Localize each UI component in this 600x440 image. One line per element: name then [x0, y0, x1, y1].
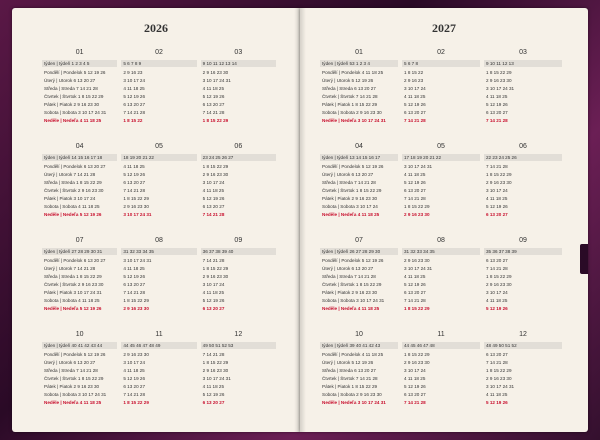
day-row: 5 12 19 26 — [486, 204, 508, 209]
day-row: Pátek | Piatok 2 9 16 23 30 — [322, 290, 378, 295]
day-row: Pátek | Piatok 2 9 16 23 30 — [44, 384, 100, 389]
day-row: 6 13 20 27 — [123, 102, 146, 107]
month-block — [402, 142, 480, 236]
month-block — [42, 48, 117, 142]
month-name: 03 — [519, 49, 527, 56]
sunday-row: 5 12 19 26 — [486, 400, 508, 405]
month-block — [402, 330, 480, 424]
day-row: 5 12 19 26 — [202, 298, 225, 303]
right-page[interactable] — [300, 8, 588, 432]
day-row: 1 8 15 22 29 — [486, 70, 512, 75]
day-row: 4 11 18 25 — [202, 290, 225, 295]
day-row: 5 12 19 26 — [486, 102, 508, 107]
day-row: 5 12 19 26 — [202, 94, 225, 99]
sunday-row: 5 12 19 26 — [486, 306, 508, 311]
day-row: Úterý | Utorok 7 14 21 28 — [44, 172, 96, 177]
day-row: 2 9 16 23 — [404, 78, 424, 83]
week-numbers: týden | týdeň 27 28 29 30 31 — [42, 248, 117, 255]
year-heading: 2027 — [432, 21, 456, 35]
day-row: 1 8 15 22 29 — [202, 164, 229, 169]
day-row: 6 13 20 27 — [404, 110, 426, 115]
month-block — [201, 236, 276, 330]
day-row: Čtvrtek | Štvrtok 2 9 16 23 30 — [44, 188, 104, 193]
month-block — [121, 48, 196, 142]
month-name: 10 — [355, 331, 363, 338]
day-row: 5 12 19 26 — [404, 282, 426, 287]
day-row: Pondělí | Pondelok 4 11 18 25 — [322, 352, 384, 357]
month-name: 11 — [155, 331, 163, 338]
day-row: 2 9 16 23 — [123, 70, 143, 75]
day-row: Úterý | Utorok 7 14 21 28 — [44, 266, 96, 271]
day-row: Úterý | Utorok 6 13 20 27 — [322, 266, 374, 271]
day-row: 2 9 16 23 30 — [404, 258, 430, 263]
day-row: Středa | Streda 1 8 15 22 29 — [44, 274, 102, 279]
day-row: 6 13 20 27 — [123, 180, 146, 185]
day-row: Sobota | Sobota 3 10 17 24 — [322, 204, 378, 209]
day-row: Úterý | Utorok 5 12 19 26 — [322, 78, 374, 83]
day-row: 1 8 15 22 29 — [404, 204, 430, 209]
day-row: Sobota | Sobota 2 9 16 23 30 — [322, 110, 382, 115]
week-numbers: týden | týdeň 13 14 15 16 17 — [320, 154, 398, 161]
day-row: 4 11 18 25 — [404, 94, 426, 99]
sunday-row: 1 8 15 22 29 — [404, 306, 430, 311]
sunday-row: Neděle | Nedeľa 3 10 17 24 31 — [322, 400, 386, 405]
sunday-row: Neděle | Nedeľa 5 12 19 26 — [44, 306, 102, 311]
month-name: 01 — [75, 49, 84, 56]
day-row: 7 14 21 28 — [404, 196, 426, 201]
day-row: 5 12 19 26 — [202, 196, 225, 201]
day-row: 2 9 16 23 30 — [486, 180, 512, 185]
day-row: 7 14 21 28 — [486, 164, 508, 169]
day-row: Středa | Streda 7 14 21 28 — [322, 180, 376, 185]
month-name: 08 — [437, 237, 445, 244]
month-block — [201, 48, 276, 142]
day-row: Středa | Streda 7 14 21 28 — [322, 274, 376, 279]
day-row: 2 9 16 23 30 — [202, 70, 229, 75]
day-row: 2 9 16 23 30 — [202, 274, 229, 279]
day-row: 5 12 19 26 — [202, 392, 225, 397]
year-heading: 2026 — [144, 21, 168, 35]
month-name: 09 — [234, 237, 243, 244]
day-row: Úterý | Utorok 6 13 20 27 — [322, 172, 374, 177]
day-row: 4 11 18 25 — [123, 266, 145, 271]
day-row: Čtvrtek | Štvrtok 7 14 21 28 — [322, 376, 378, 381]
day-row: 7 14 21 28 — [123, 392, 146, 397]
day-row: Čtvrtek | Štvrtok 1 8 15 22 29 — [322, 188, 382, 193]
day-row: 3 10 17 24 — [123, 78, 146, 83]
day-row: 4 11 18 25 — [202, 384, 225, 389]
day-row: 7 14 21 28 — [202, 110, 225, 115]
day-row: 4 11 18 25 — [123, 368, 145, 373]
week-numbers: 49 50 51 52 53 — [201, 342, 276, 349]
day-row: 4 11 18 25 — [486, 392, 508, 397]
day-row: Pátek | Piatok 2 9 16 23 30 — [44, 102, 100, 107]
sunday-row: Neděle | Nedeľa 5 12 19 26 — [44, 212, 102, 217]
day-row: 6 13 20 27 — [404, 392, 426, 397]
week-numbers: týden | týdeň 39 40 41 42 43 — [320, 342, 398, 349]
week-numbers: 44 45 46 47 48 — [402, 342, 480, 349]
month-block — [121, 330, 196, 424]
day-row: 2 9 16 23 30 — [486, 78, 512, 83]
month-block — [402, 48, 480, 142]
day-row: 5 12 19 26 — [404, 102, 426, 107]
day-row: 3 10 17 24 — [123, 360, 146, 365]
day-row: Úterý | Utorok 5 12 19 26 — [322, 360, 374, 365]
sunday-row: 7 14 21 28 — [202, 212, 225, 217]
week-numbers: 31 32 33 34 35 — [121, 248, 196, 255]
day-row: 3 10 17 24 — [404, 86, 426, 91]
week-numbers: týden | týdeň 53 1 2 3 4 — [320, 60, 398, 67]
day-row: 1 8 15 22 29 — [486, 172, 512, 177]
day-row: 3 10 17 24 31 — [404, 164, 433, 169]
day-row: 3 10 17 24 31 — [202, 376, 231, 381]
month-name: 02 — [155, 49, 163, 56]
month-name: 06 — [234, 143, 243, 150]
day-row: 4 11 18 25 — [123, 164, 145, 169]
day-row: 5 12 19 26 — [123, 274, 146, 279]
day-row: 5 12 19 26 — [123, 172, 146, 177]
day-row: 2 9 16 23 30 — [486, 282, 512, 287]
day-row: 6 13 20 27 — [404, 188, 426, 193]
day-row: Čtvrtek | Štvrtok 7 14 21 28 — [322, 94, 378, 99]
day-row: 4 11 18 25 — [202, 86, 225, 91]
month-block — [201, 142, 276, 236]
day-row: Úterý | Utorok 6 13 20 27 — [44, 360, 96, 365]
sunday-row: 6 13 20 27 — [202, 306, 225, 311]
day-row: 4 11 18 25 — [404, 172, 426, 177]
day-row: 7 14 21 28 — [202, 258, 225, 263]
week-numbers: 36 37 38 39 40 — [201, 248, 276, 255]
day-row: 4 11 18 25 — [486, 94, 508, 99]
day-row: Středa | Streda 6 13 20 27 — [322, 368, 376, 373]
day-row: Pátek | Piatok 3 10 17 24 31 — [44, 290, 102, 295]
day-row: Čtvrtek | Štvrtok 1 8 15 22 29 — [44, 94, 104, 99]
day-row: 7 14 21 28 — [123, 188, 146, 193]
day-row: 7 14 21 28 — [486, 266, 508, 271]
week-numbers: týden | týdeň 26 27 28 29 30 — [320, 248, 398, 255]
month-block — [484, 48, 562, 142]
day-row: 1 8 15 22 29 — [404, 352, 430, 357]
day-row: 4 11 18 25 — [404, 376, 426, 381]
day-row: 1 8 15 22 29 — [202, 360, 229, 365]
sunday-row: 7 14 21 28 — [404, 118, 426, 123]
sunday-row: 1 8 15 22 29 — [123, 400, 149, 405]
month-name: 10 — [75, 331, 84, 338]
day-row: Středa | Streda 7 14 21 28 — [44, 86, 98, 91]
week-numbers: 5 6 7 8 9 — [121, 60, 196, 67]
month-block — [484, 330, 562, 424]
day-row: 3 10 17 24 31 — [404, 266, 433, 271]
month-grid — [42, 48, 276, 424]
sunday-row: 3 10 17 24 31 — [123, 212, 152, 217]
sunday-row: Neděle | Nedeľa 4 11 18 25 — [44, 400, 102, 405]
month-name: 05 — [155, 143, 163, 150]
week-numbers: 9 10 11 12 13 14 — [201, 60, 276, 67]
day-row: 2 9 16 23 30 — [202, 368, 229, 373]
month-grid — [320, 48, 562, 424]
day-row: 6 13 20 27 — [486, 352, 508, 357]
day-row: 7 14 21 28 — [202, 352, 225, 357]
month-name: 09 — [519, 237, 527, 244]
day-row: 6 13 20 27 — [486, 258, 508, 263]
day-row: 3 10 17 24 31 — [202, 78, 231, 83]
day-row: 3 10 17 24 — [486, 188, 508, 193]
day-row: 2 9 16 23 30 — [404, 360, 430, 365]
day-row: Sobota | Sobota 2 9 16 23 30 — [322, 392, 382, 397]
day-row: Pátek | Piatok 1 8 15 22 29 — [322, 102, 378, 107]
sunday-row: 2 9 16 23 30 — [404, 212, 430, 217]
month-block — [484, 236, 562, 330]
day-row: 5 12 19 26 — [123, 376, 146, 381]
day-row: Středa | Streda 6 13 20 27 — [322, 86, 376, 91]
day-row: 1 8 15 22 29 — [486, 368, 512, 373]
month-name: 05 — [437, 143, 445, 150]
sunday-row: Neděle | Nedeľa 3 10 17 24 31 — [322, 118, 386, 123]
week-numbers: týden | týdeň 14 15 16 17 18 — [42, 154, 117, 161]
day-row: 2 9 16 23 30 — [202, 172, 229, 177]
day-row: 3 10 17 24 31 — [486, 384, 515, 389]
week-numbers: 35 36 37 38 39 — [484, 248, 562, 255]
month-block — [121, 236, 196, 330]
day-row: Pondělí | Pondelok 6 13 20 27 — [44, 258, 106, 263]
day-row: 1 8 15 22 — [404, 70, 424, 75]
week-numbers: týden | týdeň 40 41 42 43 44 — [42, 342, 117, 349]
day-row: 1 8 15 22 29 — [486, 274, 512, 279]
day-row: 6 13 20 27 — [123, 282, 146, 287]
left-page[interactable] — [12, 8, 300, 432]
month-block — [402, 236, 480, 330]
month-block — [201, 330, 276, 424]
day-row: Sobota | Sobota 4 11 18 25 — [44, 298, 100, 303]
day-row: Pondělí | Pondelok 6 13 20 27 — [44, 164, 106, 169]
sunday-row: Neděle | Nedeľa 4 11 18 25 — [322, 212, 380, 217]
week-numbers: 5 6 7 8 — [402, 60, 480, 67]
day-row: Sobota | Sobota 3 10 17 24 31 — [44, 392, 107, 397]
day-row: 2 9 16 23 30 — [123, 352, 149, 357]
day-row: 7 14 21 28 — [123, 290, 146, 295]
day-row: 5 12 19 26 — [123, 94, 146, 99]
week-numbers: 31 32 33 34 35 — [402, 248, 480, 255]
month-name: 04 — [75, 143, 84, 150]
day-row: Čtvrtek | Štvrtok 1 8 15 22 29 — [322, 282, 382, 287]
sunday-row: 7 14 21 28 — [404, 400, 426, 405]
month-name: 12 — [519, 331, 527, 338]
day-row: 1 8 15 22 29 — [123, 298, 149, 303]
day-row: 4 11 18 25 — [486, 298, 508, 303]
month-name: 08 — [155, 237, 163, 244]
week-numbers: 18 19 20 21 22 — [121, 154, 196, 161]
day-row: Pondělí | Pondelok 5 12 19 26 — [44, 70, 106, 75]
day-row: 4 11 18 25 — [123, 86, 145, 91]
day-row: Sobota | Sobota 4 11 18 25 — [44, 204, 100, 209]
day-row: Čtvrtek | Štvrtok 1 8 15 22 29 — [44, 376, 104, 381]
month-block — [121, 142, 196, 236]
day-row: Pátek | Piatok 1 8 15 22 29 — [322, 384, 378, 389]
week-numbers: 44 45 46 47 48 49 — [121, 342, 196, 349]
day-row: Pátek | Piatok 3 10 17 24 — [44, 196, 96, 201]
week-numbers: 22 23 24 25 26 — [484, 154, 562, 161]
month-name: 11 — [437, 331, 445, 338]
month-block — [42, 236, 117, 330]
sunday-row: 6 13 20 27 — [486, 212, 508, 217]
day-row: Středa | Streda 7 14 21 28 — [44, 368, 98, 373]
week-numbers: 48 49 50 51 52 — [484, 342, 562, 349]
sunday-row: Neděle | Nedeľa 4 11 18 25 — [44, 118, 102, 123]
day-row: 3 10 17 24 — [202, 282, 225, 287]
day-row: 3 10 17 24 — [486, 290, 508, 295]
day-row: Pondělí | Pondelok 5 12 19 26 — [44, 352, 106, 357]
month-name: 07 — [75, 237, 84, 244]
day-row: 4 11 18 25 — [404, 274, 426, 279]
month-block — [320, 236, 398, 330]
sunday-row: 2 9 16 23 30 — [123, 306, 149, 311]
day-row: 6 13 20 27 — [123, 384, 146, 389]
day-row: 4 11 18 25 — [486, 196, 508, 201]
month-block — [320, 142, 398, 236]
day-row: Sobota | Sobota 3 10 17 24 31 — [44, 110, 107, 115]
elastic-band — [580, 244, 588, 274]
month-name: 06 — [519, 143, 527, 150]
day-row: 3 10 17 24 — [404, 368, 426, 373]
day-row: 6 13 20 27 — [486, 110, 508, 115]
day-row: 6 13 20 27 — [202, 204, 225, 209]
sunday-row: Neděle | Nedeľa 4 11 18 25 — [322, 306, 380, 311]
day-row: 6 13 20 27 — [404, 290, 426, 295]
day-row: 7 14 21 28 — [123, 110, 146, 115]
month-name: 01 — [355, 49, 363, 56]
day-row: 4 11 18 25 — [202, 188, 225, 193]
day-row: Pondělí | Pondelok 4 11 18 25 — [322, 70, 384, 75]
day-row: 1 8 15 22 29 — [123, 196, 149, 201]
sunday-row: 1 8 15 22 29 — [202, 118, 229, 123]
day-row: 7 14 21 28 — [404, 298, 426, 303]
day-row: 7 14 21 28 — [486, 360, 508, 365]
day-row: Středa | Streda 1 8 15 22 29 — [44, 180, 102, 185]
day-row: Pátek | Piatok 2 9 16 23 30 — [322, 196, 378, 201]
day-row: Úterý | Utorok 6 13 20 27 — [44, 78, 96, 83]
month-block — [320, 48, 398, 142]
day-row: 2 9 16 23 30 — [486, 376, 512, 381]
day-row: 6 13 20 27 — [202, 102, 225, 107]
month-name: 07 — [355, 237, 363, 244]
day-row: 5 12 19 26 — [404, 384, 426, 389]
day-row: Pondělí | Pondelok 5 12 19 26 — [322, 164, 384, 169]
day-row: 3 10 17 24 — [202, 180, 225, 185]
sunday-row: 6 13 20 27 — [202, 400, 225, 405]
month-name: 12 — [234, 331, 243, 338]
month-name: 02 — [437, 49, 445, 56]
day-row: 1 8 15 22 29 — [202, 266, 229, 271]
week-numbers: 17 18 19 20 21 22 — [402, 154, 480, 161]
day-row: Čtvrtek | Štvrtok 2 9 16 23 30 — [44, 282, 104, 287]
month-block — [42, 142, 117, 236]
month-name: 04 — [355, 143, 363, 150]
month-block — [42, 330, 117, 424]
day-row: 3 10 17 24 31 — [486, 86, 515, 91]
month-block — [320, 330, 398, 424]
sunday-row: 1 8 15 22 — [123, 118, 143, 123]
day-row: Sobota | Sobota 3 10 17 24 31 — [322, 298, 385, 303]
day-row: Pondělí | Pondelok 5 12 19 26 — [322, 258, 384, 263]
day-row: 3 10 17 24 31 — [123, 258, 152, 263]
sunday-row: 7 14 21 28 — [486, 118, 508, 123]
week-numbers: týden | týdeň 1 2 3 4 5 — [42, 60, 117, 67]
month-block — [484, 142, 562, 236]
month-name: 03 — [234, 49, 243, 56]
week-numbers: 9 10 11 12 13 — [484, 60, 562, 67]
day-row: 2 9 16 23 30 — [123, 204, 149, 209]
week-numbers: 23 24 25 26 27 — [201, 154, 276, 161]
day-row: 5 12 19 26 — [404, 180, 426, 185]
